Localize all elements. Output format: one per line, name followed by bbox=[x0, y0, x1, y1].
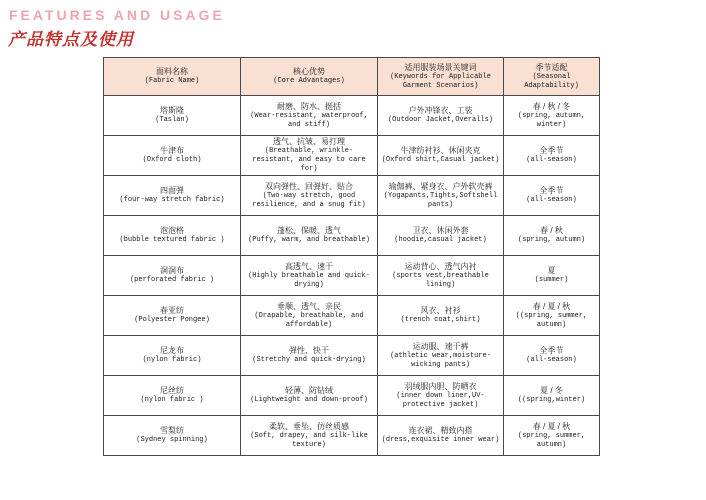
header-garment-scenarios: 适用服装场景关键词 (Keywords for Applicable Garment Scenarios) bbox=[378, 58, 504, 96]
cell-text-english: (inner down liner,UV-protective jacket) bbox=[396, 391, 485, 409]
cell-text-chinese: 轻薄、防钻绒 bbox=[285, 386, 333, 395]
cell-text-chinese: 春 / 夏 / 秋 bbox=[532, 421, 571, 431]
cell-text-english: (hoodie,casual jacket) bbox=[394, 236, 487, 244]
cell-text-chinese: 夏 / 冬 bbox=[540, 386, 563, 395]
cell-text-english: (all-season) bbox=[526, 156, 577, 164]
cell-garment-scenarios bbox=[378, 416, 504, 456]
cell-fabric-name bbox=[104, 176, 241, 216]
cell-text-english: (all-season) bbox=[526, 196, 577, 204]
cell-text-chinese: 户外冲锋衣、工装 bbox=[408, 106, 473, 115]
cell-text-chinese: 羽绒服内胆、防晒衣 bbox=[404, 381, 477, 391]
cell-text-english: ((spring, summer, autumn) bbox=[515, 311, 588, 329]
cell-garment-scenarios bbox=[378, 376, 504, 416]
cell-text-chinese: 全季节 bbox=[539, 186, 564, 195]
cell-core-advantages bbox=[241, 336, 378, 376]
page-title-english: FEATURES AND USAGE bbox=[9, 7, 225, 23]
cell-core-advantages bbox=[241, 216, 378, 256]
cell-garment-scenarios bbox=[378, 96, 504, 136]
cell-text-english: (spring, summer, autumn) bbox=[517, 431, 586, 449]
cell-text-chinese: 全季节 bbox=[539, 346, 564, 355]
cell-text-english: (Taslan) bbox=[155, 116, 189, 124]
table-row bbox=[104, 376, 600, 416]
cell-text-english: (Yogapants,Tights,Softshell pants) bbox=[383, 191, 498, 209]
cell-text-english: (perforated fabric ) bbox=[129, 276, 214, 284]
table-row bbox=[104, 296, 600, 336]
cell-garment-scenarios bbox=[378, 176, 504, 216]
cell-garment-scenarios bbox=[378, 296, 504, 336]
cell-text-english: (Outdoor Jacket,Overalls) bbox=[387, 116, 494, 124]
cell-seasonal-adaptability bbox=[504, 256, 600, 296]
cell-text-english: (spring, autumn, winter) bbox=[517, 111, 586, 129]
cell-text-chinese: 蓬松、保暖、透气 bbox=[277, 226, 341, 235]
cell-text-english: (Highly breathable and quick-drying) bbox=[248, 271, 370, 289]
cell-text-chinese: 塔斯隆 bbox=[160, 106, 184, 115]
cell-seasonal-adaptability bbox=[504, 296, 600, 336]
cell-text-chinese: 春 / 夏 / 秋 bbox=[532, 301, 571, 311]
cell-text-english: (four-way stretch fabric) bbox=[119, 196, 225, 204]
table-row bbox=[104, 336, 600, 376]
page-title-chinese: 产品特点及使用 bbox=[8, 30, 134, 49]
table-row bbox=[104, 256, 600, 296]
cell-core-advantages bbox=[241, 176, 378, 216]
cell-text-chinese: 牛津纺衬衫、休闲夹克 bbox=[400, 146, 481, 155]
cell-garment-scenarios bbox=[378, 136, 504, 176]
cell-text-english: (Two-way stretch, good resilience, and a snug fit) bbox=[252, 191, 366, 209]
table-row bbox=[104, 416, 600, 456]
cell-seasonal-adaptability bbox=[504, 136, 600, 176]
cell-text-english: (Stretchy and quick-drying) bbox=[252, 356, 366, 364]
cell-text-chinese: 连衣裙、精致内搭 bbox=[408, 426, 473, 435]
cell-text-english: (dress,exquisite inner wear) bbox=[381, 436, 500, 444]
cell-core-advantages bbox=[241, 256, 378, 296]
cell-text-chinese: 卫衣、休闲外套 bbox=[412, 226, 469, 235]
cell-text-english: (Oxford cloth) bbox=[142, 156, 202, 164]
fabric-table-body bbox=[104, 96, 600, 456]
cell-text-english: (summer) bbox=[534, 276, 569, 284]
cell-fabric-name bbox=[104, 216, 241, 256]
cell-core-advantages bbox=[241, 376, 378, 416]
cell-text-chinese: 洞洞布 bbox=[160, 266, 184, 275]
cell-text-chinese: 弹性、快干 bbox=[289, 346, 329, 355]
cell-text-chinese: 全季节 bbox=[539, 146, 564, 155]
cell-text-chinese: 春亚纺 bbox=[160, 306, 184, 315]
cell-core-advantages bbox=[241, 136, 378, 176]
cell-text-chinese: 透气、抗皱、易打理 bbox=[273, 137, 345, 146]
cell-text-english: (Sydney spinning) bbox=[136, 436, 208, 444]
cell-text-chinese: 泡泡格 bbox=[160, 226, 184, 235]
cell-text-english: (Lightweight and down-proof) bbox=[250, 396, 368, 404]
cell-text-chinese: 风衣、衬衫 bbox=[420, 306, 461, 315]
cell-fabric-name bbox=[104, 336, 241, 376]
cell-text-english: (Drapable, breathable, and affordable) bbox=[254, 311, 364, 329]
cell-text-chinese: 双向弹性、回弹好、贴合 bbox=[265, 181, 353, 191]
cell-seasonal-adaptability bbox=[504, 176, 600, 216]
cell-text-chinese: 运动服、速干裤 bbox=[412, 341, 469, 351]
cell-seasonal-adaptability bbox=[504, 416, 600, 456]
cell-seasonal-adaptability bbox=[504, 336, 600, 376]
cell-fabric-name bbox=[104, 376, 241, 416]
cell-text-chinese: 耐磨、防水、挺括 bbox=[277, 101, 341, 111]
cell-fabric-name bbox=[104, 256, 241, 296]
cell-garment-scenarios bbox=[378, 256, 504, 296]
cell-fabric-name bbox=[104, 96, 241, 136]
cell-text-chinese: 运动背心、透气内衬 bbox=[404, 261, 477, 271]
header-fabric-name: 面料名称 (Fabric Name) bbox=[104, 58, 241, 96]
fabric-feature-table bbox=[103, 57, 600, 456]
cell-text-english: (Breathable, wrinkle-resistant, and easy to care for) bbox=[252, 147, 366, 173]
cell-text-chinese: 牛津布 bbox=[160, 146, 184, 155]
cell-text-chinese: 雪梨纺 bbox=[160, 426, 184, 435]
table-row bbox=[104, 176, 600, 216]
cell-text-chinese: 尼龙布 bbox=[160, 346, 184, 355]
table-header-row bbox=[104, 58, 600, 96]
cell-fabric-name bbox=[104, 416, 241, 456]
cell-text-english: (Wear-resistant, waterproof, and stiff) bbox=[250, 111, 368, 129]
cell-seasonal-adaptability bbox=[504, 96, 600, 136]
cell-text-english: (nylon fabric) bbox=[142, 356, 202, 364]
table-row bbox=[104, 136, 600, 176]
cell-text-chinese: 高透气、速干 bbox=[285, 261, 333, 271]
header-core-advantages: 核心优势 (Core Advantages) bbox=[241, 58, 378, 96]
table-row bbox=[104, 96, 600, 136]
header-seasonal-adaptability: 季节适配 (Seasonal Adaptability) bbox=[504, 58, 600, 96]
table-row bbox=[104, 216, 600, 256]
cell-text-chinese: 春 / 秋 bbox=[540, 226, 563, 235]
cell-seasonal-adaptability bbox=[504, 216, 600, 256]
cell-text-english: ((spring,winter) bbox=[517, 396, 586, 404]
cell-text-english: (all-season) bbox=[526, 356, 577, 364]
cell-text-chinese: 春 / 秋 / 冬 bbox=[532, 101, 571, 111]
cell-text-english: (trench coat,shirt) bbox=[400, 316, 481, 324]
cell-text-chinese: 尼丝纺 bbox=[160, 386, 184, 395]
cell-text-english: (Polyester Pongee) bbox=[134, 316, 210, 324]
cell-fabric-name bbox=[104, 296, 241, 336]
cell-text-english: (nylon fabric ) bbox=[140, 396, 204, 404]
cell-fabric-name bbox=[104, 136, 241, 176]
cell-seasonal-adaptability bbox=[504, 376, 600, 416]
cell-text-english: (bubble textured fabric ) bbox=[119, 236, 225, 244]
cell-text-chinese: 柔软、垂坠、仿丝质感 bbox=[269, 421, 349, 431]
cell-garment-scenarios bbox=[378, 336, 504, 376]
cell-core-advantages bbox=[241, 416, 378, 456]
cell-core-advantages bbox=[241, 96, 378, 136]
cell-text-chinese: 四面弹 bbox=[160, 186, 184, 195]
cell-garment-scenarios bbox=[378, 216, 504, 256]
cell-text-english: (Oxford shirt,Casual jacket) bbox=[381, 156, 500, 164]
cell-text-english: (Soft, drapey, and silk-like texture) bbox=[250, 431, 368, 449]
cell-text-english: (sports vest,breathable lining) bbox=[392, 271, 489, 289]
cell-text-english: (spring, autumn) bbox=[517, 236, 586, 244]
cell-text-chinese: 夏 bbox=[547, 266, 556, 275]
cell-text-chinese: 瑜伽裤、紧身衣、户外软壳裤 bbox=[388, 181, 493, 191]
cell-text-chinese: 垂顺、透气、亲民 bbox=[277, 301, 341, 311]
cell-text-english: (Puffy, warm, and breathable) bbox=[248, 236, 370, 244]
cell-text-english: (athletic wear,moisture-wicking pants) bbox=[390, 351, 491, 369]
cell-core-advantages bbox=[241, 296, 378, 336]
